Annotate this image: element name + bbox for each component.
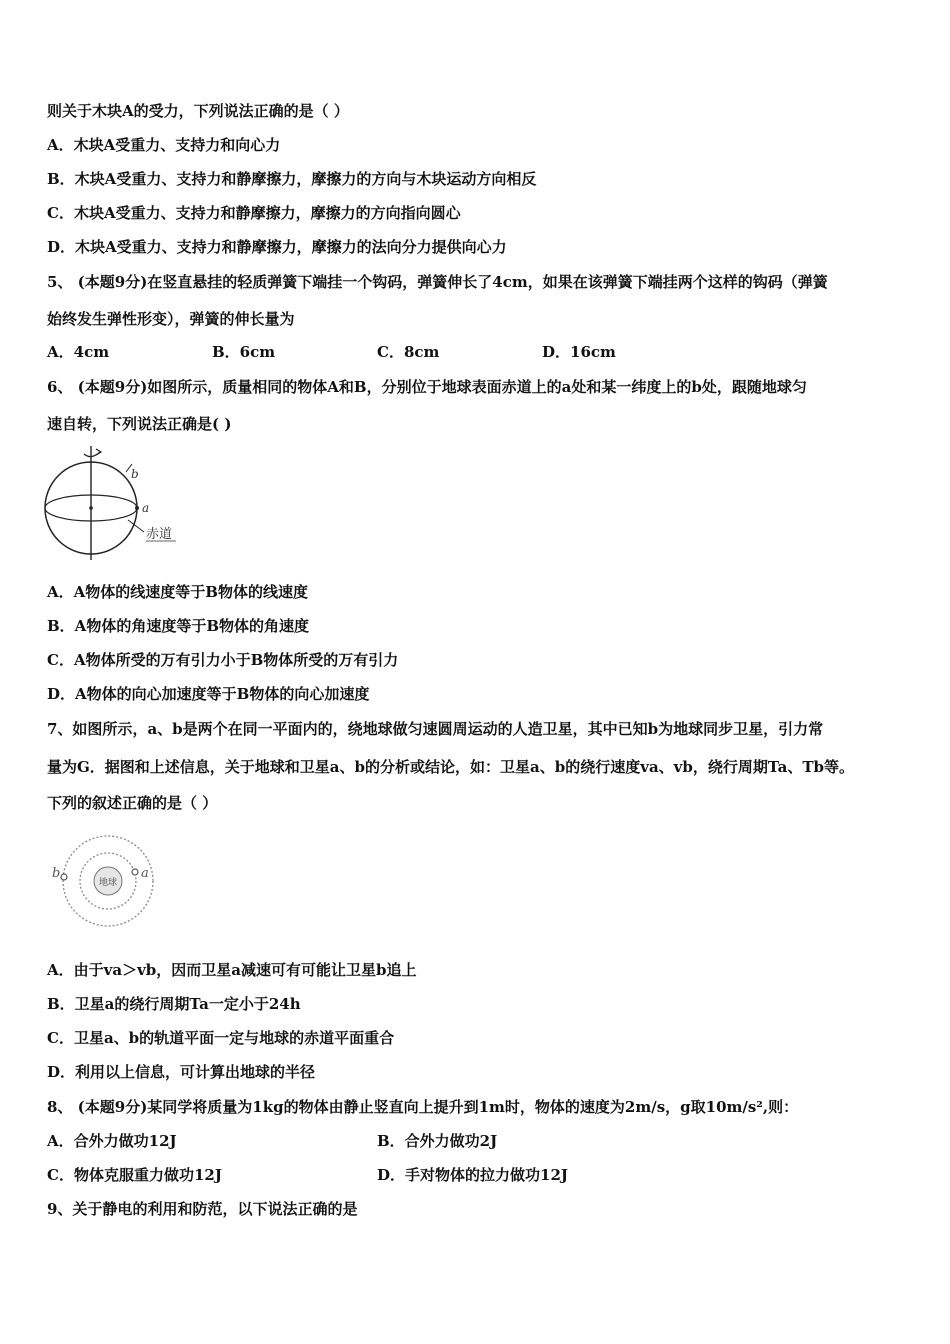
q7-option-d: D．利用以上信息，可计算出地球的半径 xyxy=(47,1063,316,1081)
satellite-b xyxy=(61,874,67,880)
q5-line2: 始终发生弹性形变），弹簧的伸长量为 xyxy=(47,310,295,328)
label-earth: 地球 xyxy=(98,878,118,888)
q6-option-c: C．A物体所受的万有引力小于B物体所受的万有引力 xyxy=(47,651,399,669)
q8-option-b: B．合外力做功2J xyxy=(377,1132,498,1150)
q8-option-c: C．物体克服重力做功12J xyxy=(47,1166,222,1184)
q4-option-c: C．木块A受重力、支持力和静摩擦力，摩擦力的方向指向圆心 xyxy=(47,204,461,222)
q5-option-d: D．16cm xyxy=(542,343,616,361)
q4-stem: 则关于木块A的受力，下列说法正确的是（ ） xyxy=(47,102,349,120)
q7-line1: 7、如图所示，a、b是两个在同一平面内的，绕地球做匀速圆周运动的人造卫星，其中已知b为地球同步卫星，引力常 xyxy=(47,720,824,738)
q6-option-d: D．A物体的向心加速度等于B物体的向心加速度 xyxy=(47,685,370,703)
q7-option-b: B．卫星a的绕行周期Ta一定小于24h xyxy=(47,995,301,1013)
q6-line1: 6、 (本题9分)如图所示，质量相同的物体A和B，分别位于地球表面赤道上的a处和某一纬度上的b处，跟随地球匀 xyxy=(47,378,807,396)
q8-option-a: A．合外力做功12J xyxy=(47,1132,177,1150)
q6-option-a: A．A物体的线速度等于B物体的线速度 xyxy=(47,583,308,601)
q7-option-a: A．由于va＞vb，因而卫星a减速可有可能让卫星b追上 xyxy=(47,961,417,979)
label-b: b xyxy=(52,866,61,881)
q5-option-a: A．4cm xyxy=(47,343,110,361)
q4-option-d: D．木块A受重力、支持力和静摩擦力，摩擦力的法向分力提供向心力 xyxy=(47,238,507,256)
q4-option-a: A．木块A受重力、支持力和向心力 xyxy=(47,136,281,154)
q4-option-b: B．木块A受重力、支持力和静摩擦力，摩擦力的方向与木块运动方向相反 xyxy=(47,170,537,188)
label-a: a xyxy=(142,501,150,515)
q6-line2: 速自转，下列说法正确是( ) xyxy=(47,415,232,433)
q8-line1: 8、 (本题9分)某同学将质量为1kg的物体由静止竖直向上提升到1m时，物体的速度为2m/s，g取10m/s²,则： xyxy=(47,1098,799,1116)
center-dot xyxy=(89,506,93,510)
earth-rotation-figure xyxy=(38,440,188,565)
q9-line1: 9、关于静电的利用和防范，以下说法正确的是 xyxy=(47,1200,358,1218)
q6-option-b: B．A物体的角速度等于B物体的角速度 xyxy=(47,617,309,635)
label-a: a xyxy=(141,866,149,881)
equator-pointer xyxy=(128,520,144,532)
q5-line1: 5、 (本题9分)在竖直悬挂的轻质弹簧下端挂一个钩码，弹簧伸长了4cm，如果在该弹簧下端挂两个这样的钩码（弹簧 xyxy=(47,273,828,291)
label-b: b xyxy=(131,467,139,481)
q7-line2: 量为G．据图和上述信息，关于地球和卫星a、b的分析或结论，如：卫星a、b的绕行速度va、vb，绕行周期Ta、Tb等。 xyxy=(47,758,854,776)
q7-line3: 下列的叙述正确的是（ ） xyxy=(47,794,218,812)
q8-option-d: D．手对物体的拉力做功12J xyxy=(377,1166,568,1184)
satellite-a xyxy=(132,869,138,875)
label-equator: 赤道 xyxy=(146,527,173,542)
point-a xyxy=(135,506,139,510)
q5-option-b: B．6cm xyxy=(212,343,276,361)
satellite-orbit-figure xyxy=(48,832,163,932)
q7-option-c: C．卫星a、b的轨道平面一定与地球的赤道平面重合 xyxy=(47,1029,395,1047)
q5-option-c: C．8cm xyxy=(377,343,440,361)
